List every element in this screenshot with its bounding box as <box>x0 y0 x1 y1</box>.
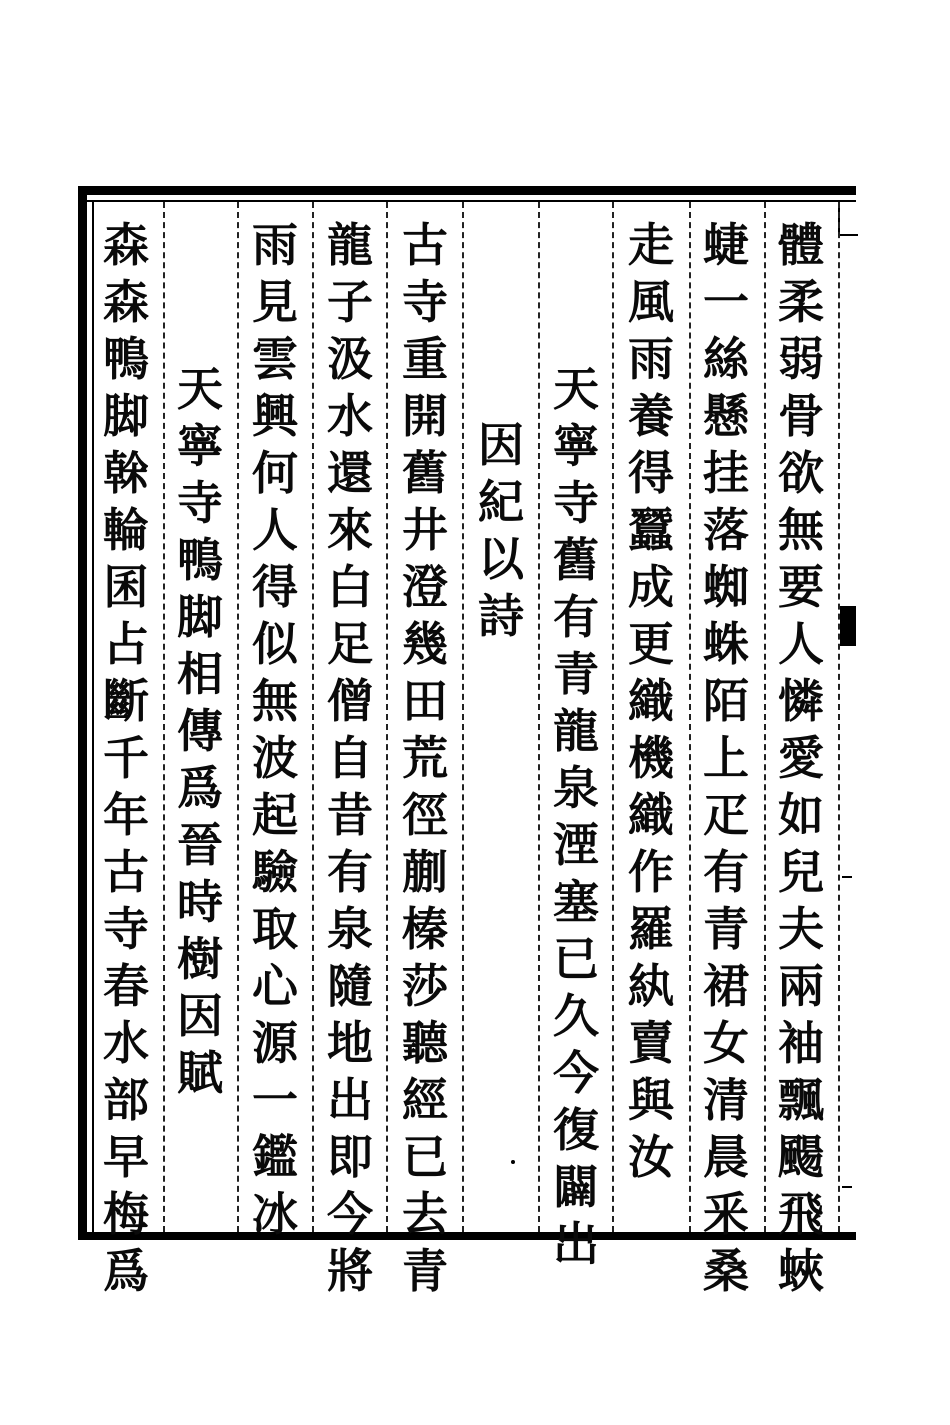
fold-tick-mark <box>842 1186 852 1188</box>
text-column-4 <box>545 362 607 1274</box>
glyph: 春 <box>103 959 149 1013</box>
glyph: 夫 <box>778 902 824 956</box>
glyph: 足 <box>327 617 373 671</box>
glyph: 地 <box>327 1016 373 1070</box>
glyph: 闢 <box>553 1160 599 1214</box>
glyph: 幾 <box>402 617 448 671</box>
glyph: 蒯 <box>402 845 448 899</box>
glyph: 愛 <box>778 731 824 785</box>
glyph: 還 <box>327 446 373 500</box>
glyph: 脚 <box>177 590 223 644</box>
glyph: 經 <box>402 1073 448 1127</box>
glyph: 天 <box>177 362 223 416</box>
glyph: 落 <box>703 503 749 557</box>
glyph: 今 <box>327 1187 373 1241</box>
glyph: 樹 <box>177 932 223 986</box>
glyph: 挂 <box>703 446 749 500</box>
glyph: 爲 <box>177 761 223 815</box>
column-divider <box>163 202 165 1232</box>
glyph: 水 <box>103 1016 149 1070</box>
glyph: 寺 <box>402 275 448 329</box>
glyph: 釆 <box>703 1187 749 1241</box>
glyph: 重 <box>402 332 448 386</box>
top-inner-rule <box>78 200 856 202</box>
glyph: 天 <box>553 362 599 416</box>
glyph: 有 <box>553 590 599 644</box>
glyph: 紀 <box>478 475 524 529</box>
fold-tick-mark <box>842 876 852 878</box>
glyph: 颺 <box>778 1130 824 1184</box>
glyph: 雲 <box>252 332 298 386</box>
glyph: 驗 <box>252 845 298 899</box>
glyph: 時 <box>177 875 223 929</box>
glyph: 蜨 <box>703 218 749 272</box>
column-divider <box>538 202 540 1232</box>
glyph: 雨 <box>628 332 674 386</box>
glyph: 澄 <box>402 560 448 614</box>
glyph: 得 <box>252 560 298 614</box>
glyph: 無 <box>778 503 824 557</box>
glyph: 出 <box>553 1217 599 1271</box>
glyph: 徑 <box>402 788 448 842</box>
glyph: 更 <box>628 617 674 671</box>
glyph: 鴨 <box>103 332 149 386</box>
glyph: 田 <box>402 674 448 728</box>
glyph: 心 <box>252 959 298 1013</box>
glyph: 湮 <box>553 818 599 872</box>
glyph: 有 <box>327 845 373 899</box>
glyph: 青 <box>703 902 749 956</box>
glyph: 水 <box>327 389 373 443</box>
left-border-rule <box>78 186 87 1240</box>
glyph: 因 <box>177 989 223 1043</box>
glyph: 龍 <box>553 704 599 758</box>
glyph: 雨 <box>252 218 298 272</box>
glyph: 機 <box>628 731 674 785</box>
glyph: 賣 <box>628 1016 674 1070</box>
text-column-10 <box>95 218 157 1301</box>
ink-speck <box>511 1160 515 1164</box>
glyph: 泉 <box>553 761 599 815</box>
glyph: 與 <box>628 1073 674 1127</box>
column-divider <box>386 202 388 1232</box>
glyph: 相 <box>177 647 223 701</box>
glyph: 荒 <box>402 731 448 785</box>
text-column-8 <box>244 218 306 1244</box>
glyph: 飄 <box>778 1073 824 1127</box>
glyph: 開 <box>402 389 448 443</box>
glyph: 桑 <box>703 1244 749 1298</box>
column-divider <box>838 202 840 1232</box>
glyph: 鴨 <box>177 533 223 587</box>
glyph: 塞 <box>553 875 599 929</box>
glyph: 即 <box>327 1130 373 1184</box>
glyph: 陌 <box>703 674 749 728</box>
glyph: 汲 <box>327 332 373 386</box>
glyph: 早 <box>103 1130 149 1184</box>
column-divider <box>612 202 614 1232</box>
glyph: 寺 <box>553 476 599 530</box>
glyph: 蛛 <box>703 617 749 671</box>
glyph: 自 <box>327 731 373 785</box>
glyph: 青 <box>402 1244 448 1298</box>
glyph: 占 <box>103 617 149 671</box>
glyph: 汝 <box>628 1130 674 1184</box>
glyph: 冰 <box>252 1187 298 1241</box>
glyph: 絲 <box>703 332 749 386</box>
glyph: 去 <box>402 1187 448 1241</box>
glyph: 無 <box>252 674 298 728</box>
column-divider <box>689 202 691 1232</box>
text-column-6 <box>394 218 456 1301</box>
glyph: 年 <box>103 788 149 842</box>
glyph: 井 <box>402 503 448 557</box>
glyph: 成 <box>628 560 674 614</box>
glyph: 泉 <box>327 902 373 956</box>
glyph: 舊 <box>402 446 448 500</box>
glyph: 久 <box>553 989 599 1043</box>
glyph: 賦 <box>177 1046 223 1100</box>
glyph: 聽 <box>402 1016 448 1070</box>
glyph: 柔 <box>778 275 824 329</box>
glyph: 榦 <box>103 446 149 500</box>
glyph: 詩 <box>478 589 524 643</box>
glyph: 寧 <box>553 419 599 473</box>
glyph: 晨 <box>703 1130 749 1184</box>
fold-fishtail-mark <box>840 606 856 646</box>
glyph: 青 <box>553 647 599 701</box>
glyph: 寺 <box>103 902 149 956</box>
glyph: 有 <box>703 845 749 899</box>
glyph: 上 <box>703 731 749 785</box>
glyph: 爲 <box>103 1244 149 1298</box>
glyph: 已 <box>553 932 599 986</box>
glyph: 隨 <box>327 959 373 1013</box>
glyph: 部 <box>103 1073 149 1127</box>
glyph: 輪 <box>103 503 149 557</box>
text-column-1 <box>770 218 832 1301</box>
glyph: 走 <box>628 218 674 272</box>
glyph: 似 <box>252 617 298 671</box>
glyph: 人 <box>252 503 298 557</box>
glyph: 森 <box>103 218 149 272</box>
glyph: 森 <box>103 275 149 329</box>
glyph: 脚 <box>103 389 149 443</box>
glyph: 波 <box>252 731 298 785</box>
glyph: 織 <box>628 788 674 842</box>
text-column-2 <box>695 218 757 1301</box>
glyph: 興 <box>252 389 298 443</box>
glyph: 得 <box>628 446 674 500</box>
column-divider <box>764 202 766 1232</box>
glyph: 源 <box>252 1016 298 1070</box>
glyph: 已 <box>402 1130 448 1184</box>
glyph: 千 <box>103 731 149 785</box>
glyph: 風 <box>628 275 674 329</box>
glyph: 一 <box>703 275 749 329</box>
glyph: 骨 <box>778 389 824 443</box>
glyph: 出 <box>327 1073 373 1127</box>
glyph: 白 <box>327 560 373 614</box>
text-column-9 <box>169 362 231 1103</box>
glyph: 龍 <box>327 218 373 272</box>
glyph: 子 <box>327 275 373 329</box>
glyph: 莎 <box>402 959 448 1013</box>
text-column-7 <box>319 218 381 1301</box>
column-divider <box>237 202 239 1232</box>
glyph: 寺 <box>177 476 223 530</box>
glyph: 憐 <box>778 674 824 728</box>
glyph: 欲 <box>778 446 824 500</box>
glyph: 見 <box>252 275 298 329</box>
glyph: 僧 <box>327 674 373 728</box>
glyph: 取 <box>252 902 298 956</box>
glyph: 弱 <box>778 332 824 386</box>
glyph: 蛺 <box>778 1244 824 1298</box>
glyph: 今 <box>553 1046 599 1100</box>
glyph: 何 <box>252 446 298 500</box>
glyph: 飛 <box>778 1187 824 1241</box>
column-divider <box>312 202 314 1232</box>
glyph: 榛 <box>402 902 448 956</box>
glyph: 一 <box>252 1073 298 1127</box>
glyph: 將 <box>327 1244 373 1298</box>
glyph: 起 <box>252 788 298 842</box>
glyph: 羅 <box>628 902 674 956</box>
text-column-5 <box>470 418 532 646</box>
glyph: 因 <box>478 418 524 472</box>
glyph: 晉 <box>177 818 223 872</box>
glyph: 寧 <box>177 419 223 473</box>
glyph: 斷 <box>103 674 149 728</box>
left-inner-rule <box>92 200 94 1232</box>
glyph: 體 <box>778 218 824 272</box>
glyph: 女 <box>703 1016 749 1070</box>
glyph: 以 <box>478 532 524 586</box>
fold-margin <box>838 186 856 1240</box>
glyph: 囷 <box>103 560 149 614</box>
glyph: 養 <box>628 389 674 443</box>
text-column-3 <box>620 218 682 1187</box>
glyph: 袖 <box>778 1016 824 1070</box>
column-divider <box>462 202 464 1232</box>
glyph: 古 <box>103 845 149 899</box>
glyph: 舊 <box>553 533 599 587</box>
glyph: 來 <box>327 503 373 557</box>
glyph: 傳 <box>177 704 223 758</box>
glyph: 蜘 <box>703 560 749 614</box>
glyph: 梅 <box>103 1187 149 1241</box>
glyph: 昔 <box>327 788 373 842</box>
glyph: 古 <box>402 218 448 272</box>
glyph: 如 <box>778 788 824 842</box>
glyph: 清 <box>703 1073 749 1127</box>
glyph: 復 <box>553 1103 599 1157</box>
glyph: 蠶 <box>628 503 674 557</box>
glyph: 兩 <box>778 959 824 1013</box>
top-border-rule <box>78 186 856 195</box>
glyph: 作 <box>628 845 674 899</box>
glyph: 織 <box>628 674 674 728</box>
glyph: 人 <box>778 617 824 671</box>
glyph: 疋 <box>703 788 749 842</box>
glyph: 懸 <box>703 389 749 443</box>
glyph: 裙 <box>703 959 749 1013</box>
glyph: 要 <box>778 560 824 614</box>
fold-top-mark <box>838 200 858 236</box>
glyph: 紈 <box>628 959 674 1013</box>
glyph: 兒 <box>778 845 824 899</box>
glyph: 鑑 <box>252 1130 298 1184</box>
